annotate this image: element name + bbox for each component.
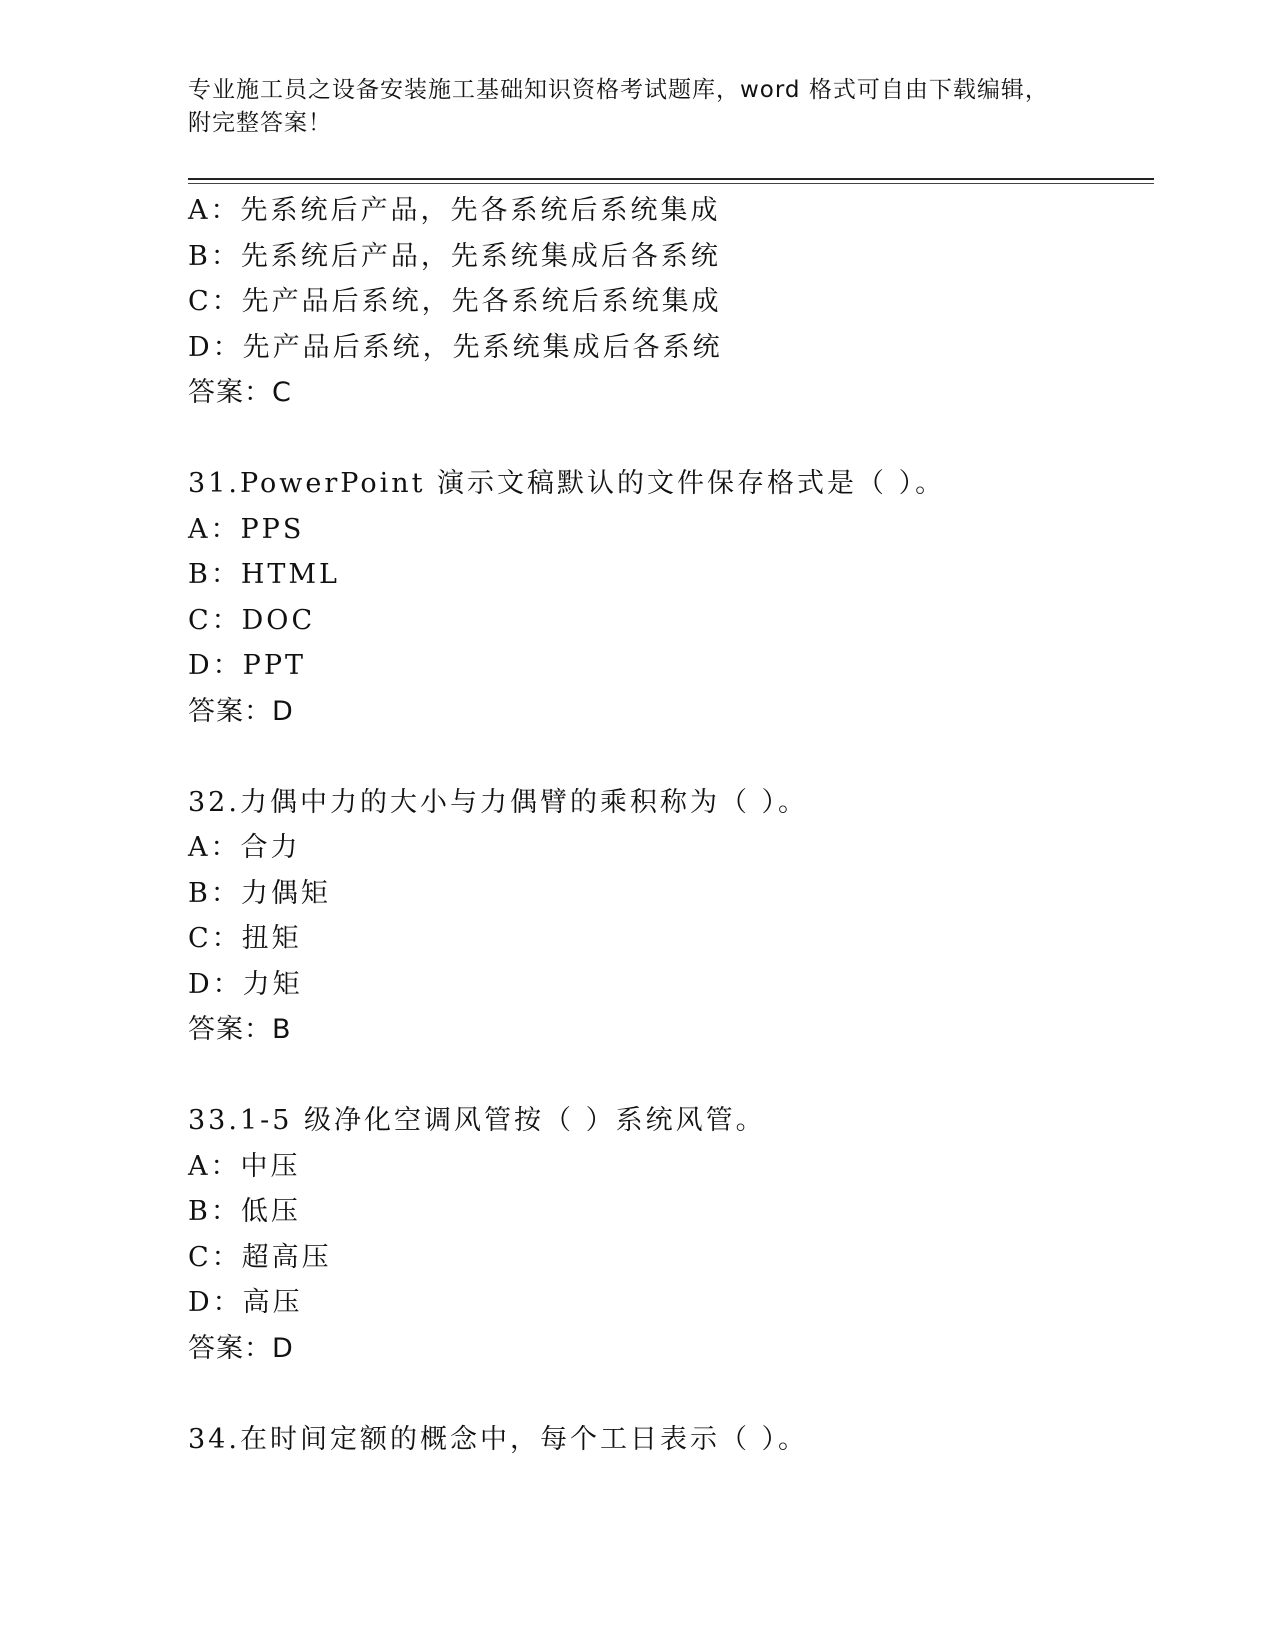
option-a: A：先系统后产品，先各系统后系统集成 <box>188 195 721 226</box>
option-a: A：中压 <box>188 1150 301 1182</box>
option-b: B：力偶矩 <box>188 877 331 909</box>
header-divider-thick <box>188 178 1154 180</box>
question-block-33 <box>188 1098 1154 1371</box>
option-b: B：先系统后产品，先系统集成后各系统 <box>188 240 721 272</box>
question-stem: 31.PowerPoint 演示文稿默认的文件保存格式是（ ）。 <box>188 468 946 499</box>
option-c: C：超高压 <box>188 1241 332 1273</box>
question-block-32 <box>188 780 1154 1053</box>
option-c: C：DOC <box>188 604 316 636</box>
header-line-2: 附完整答案！ <box>188 110 332 136</box>
question-stem: 32.力偶中力的大小与力偶臂的乘积称为（ ）。 <box>188 786 809 818</box>
spacer <box>188 416 1154 462</box>
header-line-1: 专业施工员之设备安装施工基础知识资格考试题库，word 格式可自由下载编辑， <box>188 77 1049 103</box>
document-header <box>188 74 1088 140</box>
option-a: A：合力 <box>188 832 301 863</box>
question-stem: 33.1-5 级净化空调风管按（ ）系统风管。 <box>188 1105 766 1136</box>
option-d: D：PPT <box>188 650 306 681</box>
header-divider-thin <box>188 183 1154 184</box>
spacer <box>188 1053 1154 1099</box>
question-stem: 34.在时间定额的概念中，每个工日表示（ ）。 <box>188 1423 809 1455</box>
answer-line: 答案：B <box>188 1014 292 1045</box>
option-c: C：扭矩 <box>188 923 302 954</box>
option-d: D：高压 <box>188 1287 303 1318</box>
spacer <box>188 1371 1154 1417</box>
answer-line: 答案：D <box>188 1332 294 1364</box>
answer-line: 答案：C <box>188 377 292 408</box>
option-c: C：先产品后系统，先各系统后系统集成 <box>188 286 722 317</box>
option-a: A：PPS <box>188 513 305 545</box>
question-block-31 <box>188 461 1154 734</box>
option-d: D：力矩 <box>188 968 303 1000</box>
question-list <box>188 188 1154 1462</box>
spacer <box>188 734 1154 780</box>
option-d: D：先产品后系统，先系统集成后各系统 <box>188 331 723 363</box>
option-b: B：HTML <box>188 559 340 590</box>
question-block-34 <box>188 1417 1154 1463</box>
question-block-30 <box>188 188 1154 416</box>
answer-line: 答案：D <box>188 695 294 727</box>
option-b: B：低压 <box>188 1196 301 1227</box>
